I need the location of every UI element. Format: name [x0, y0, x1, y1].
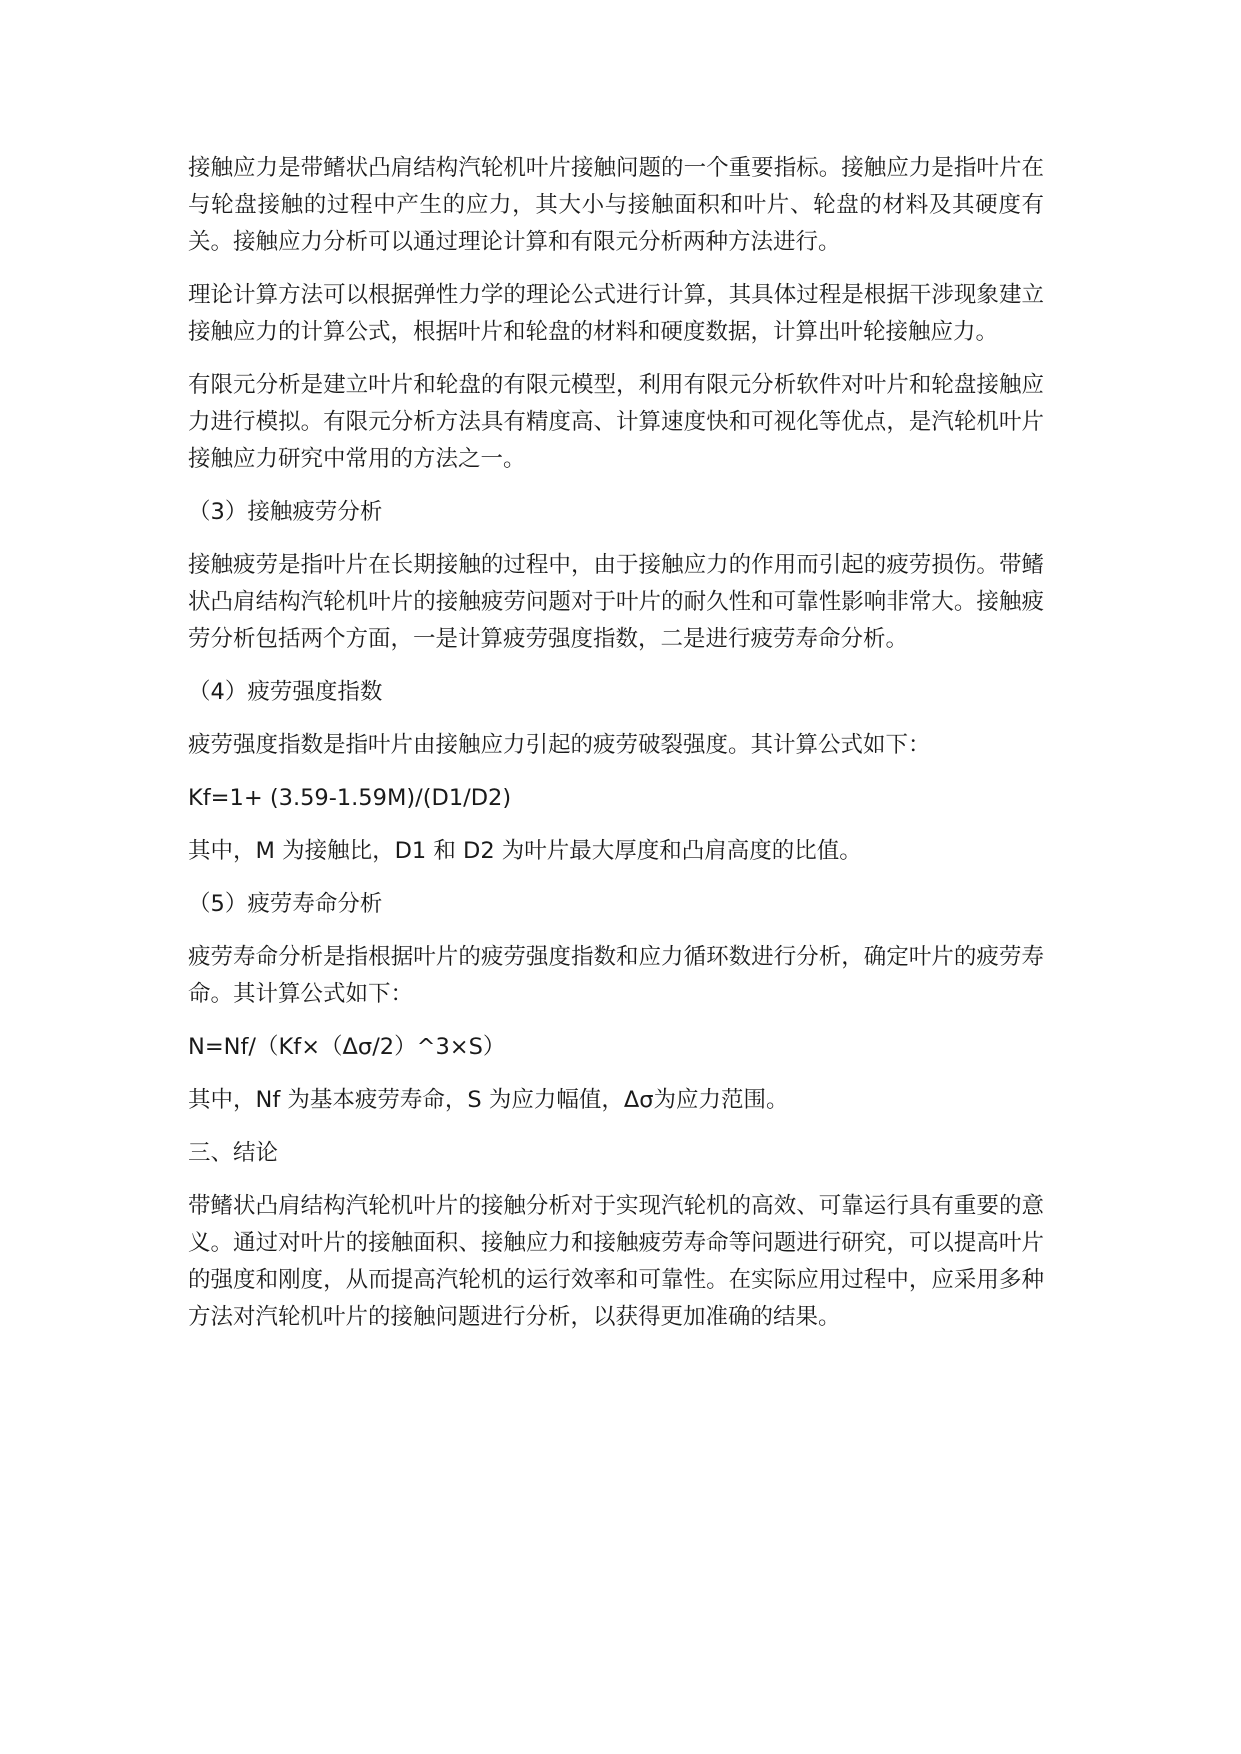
- heading-conclusion: 三、结论: [188, 1140, 279, 1166]
- paragraph-theoretical-calculation: 理论计算方法可以根据弹性力学的理论公式进行计算，其具体过程是根据干涉现象建立接触应力的计算公式，根据叶片和轮盘的材料和硬度数据，计算出叶轮接触应力。: [188, 282, 1044, 345]
- formula-kf: Kf=1+ (3.59-1.59M)/(D1/D2): [188, 785, 512, 811]
- paragraph-contact-fatigue: 接触疲劳是指叶片在长期接触的过程中，由于接触应力的作用而引起的疲劳损伤。带鳍状凸肩结构汽轮机叶片的接触疲劳问题对于叶片的耐久性和可靠性影响非常大。接触疲劳分析包括两个方面，一是计算疲劳强度指数，二是进行疲劳寿命分析。: [188, 552, 1044, 652]
- paragraph-fatigue-strength-index: 疲劳强度指数是指叶片由接触应力引起的疲劳破裂强度。其计算公式如下：: [188, 732, 931, 758]
- heading-fatigue-life-analysis: （5）疲劳寿命分析: [188, 891, 383, 917]
- document-body: [188, 150, 1044, 1352]
- paragraph-fatigue-life: 疲劳寿命分析是指根据叶片的疲劳强度指数和应力循环数进行分析，确定叶片的疲劳寿命。其计算公式如下：: [188, 944, 1044, 1007]
- heading-contact-fatigue-analysis: （3）接触疲劳分析: [188, 499, 383, 525]
- paragraph-conclusion: 带鳍状凸肩结构汽轮机叶片的接触分析对于实现汽轮机的高效、可靠运行具有重要的意义。通过对叶片的接触面积、接触应力和接触疲劳寿命等问题进行研究，可以提高叶片的强度和刚度，从而提高汽轮机的运行效率和可靠性。在实际应用过程中，应采用多种方法对汽轮机叶片的接触问题进行分析，以获得更加准确的结果。: [188, 1193, 1044, 1330]
- heading-fatigue-strength-index: （4）疲劳强度指数: [188, 679, 383, 705]
- paragraph-contact-stress-intro: 接触应力是带鳍状凸肩结构汽轮机叶片接触问题的一个重要指标。接触应力是指叶片在与轮盘接触的过程中产生的应力，其大小与接触面积和叶片、轮盘的材料及其硬度有关。接触应力分析可以通过理论计算和有限元分析两种方法进行。: [188, 155, 1044, 255]
- paragraph-kf-variables: 其中，M 为接触比，D1 和 D2 为叶片最大厚度和凸肩高度的比值。: [188, 838, 862, 864]
- paragraph-n-variables: 其中，Nf 为基本疲劳寿命，S 为应力幅值，Δσ为应力范围。: [188, 1087, 789, 1113]
- formula-n: N=Nf/（Kf×（Δσ/2）^3×S）: [188, 1034, 506, 1060]
- paragraph-finite-element-analysis: 有限元分析是建立叶片和轮盘的有限元模型，利用有限元分析软件对叶片和轮盘接触应力进行模拟。有限元分析方法具有精度高、计算速度快和可视化等优点，是汽轮机叶片接触应力研究中常用的方法之一。: [188, 372, 1044, 472]
